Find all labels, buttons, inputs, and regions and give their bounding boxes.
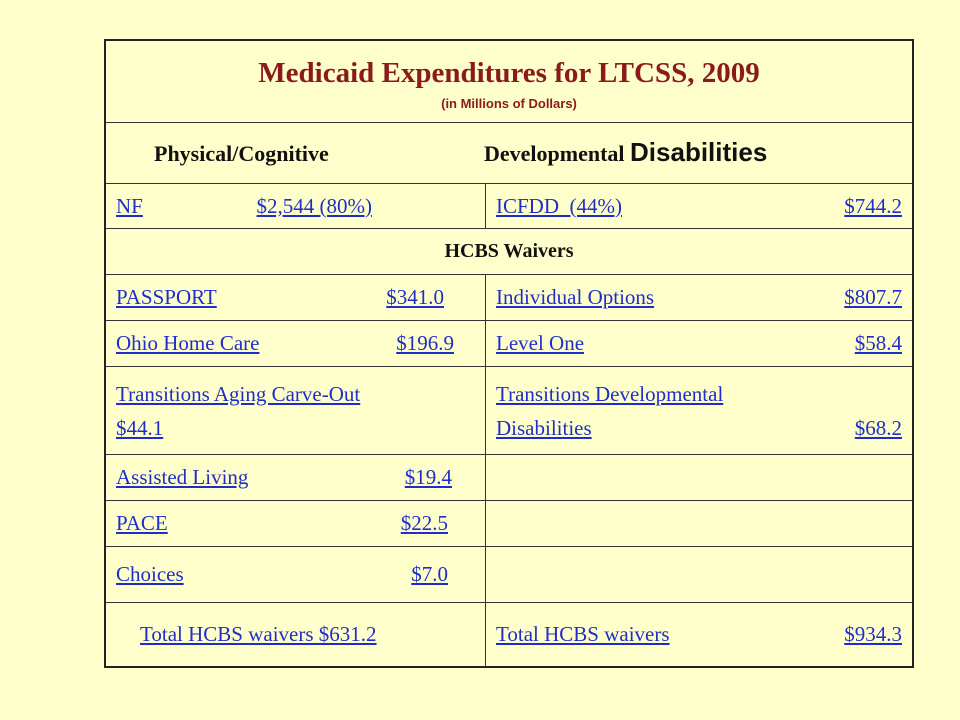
total-dd-value: $934.3 bbox=[844, 621, 902, 646]
cell-total-physical bbox=[105, 603, 486, 667]
level-one-label: Level One bbox=[496, 331, 585, 355]
link-total-dd[interactable] bbox=[496, 622, 902, 647]
link-pace[interactable] bbox=[116, 511, 448, 536]
ohio-home-care-label: Ohio Home Care bbox=[116, 331, 260, 355]
icfdd-value: $744.2 bbox=[844, 193, 902, 218]
link-transitions-dd[interactable] bbox=[496, 377, 902, 445]
link-choices[interactable] bbox=[116, 562, 448, 587]
total-dd-label: Total HCBS waivers bbox=[496, 621, 670, 646]
icfdd-label: ICFDD (44%) bbox=[496, 193, 622, 218]
page-subtitle: (in Millions of Dollars) bbox=[441, 95, 577, 111]
assisted-living-label: Assisted Living bbox=[116, 465, 249, 489]
cell-empty-3 bbox=[486, 547, 914, 603]
cell-pace bbox=[105, 501, 486, 547]
cell-total-dd bbox=[486, 603, 914, 667]
pace-value: $22.5 bbox=[400, 511, 448, 535]
hcbs-heading: HCBS Waivers bbox=[105, 229, 913, 275]
link-ohio-home-care[interactable] bbox=[116, 331, 454, 356]
link-icfdd[interactable] bbox=[496, 194, 902, 219]
assisted-living-value: $19.4 bbox=[404, 465, 452, 489]
header-physical-cognitive: Physical/Cognitive bbox=[154, 141, 329, 166]
cell-nf bbox=[105, 184, 486, 229]
cell-empty-1 bbox=[486, 455, 914, 501]
cell-choices bbox=[105, 547, 486, 603]
ohio-home-care-value: $196.9 bbox=[396, 331, 454, 355]
link-transitions-aging[interactable] bbox=[116, 377, 475, 445]
header-disabilities: Disabilities bbox=[630, 137, 768, 167]
ltcss-table bbox=[104, 39, 914, 668]
pace-label: PACE bbox=[116, 511, 168, 535]
cell-passport bbox=[105, 275, 486, 321]
individual-options-label: Individual Options bbox=[496, 285, 655, 309]
header-developmental-disabilities bbox=[484, 137, 767, 168]
cell-individual-options bbox=[486, 275, 914, 321]
transitions-dd-value: $68.2 bbox=[854, 415, 902, 440]
individual-options-value: $807.7 bbox=[844, 285, 902, 309]
nf-value: $2,544 (80%) bbox=[256, 193, 372, 218]
cell-level-one bbox=[486, 321, 914, 367]
link-total-physical[interactable]: Total HCBS waivers $631.2 bbox=[140, 621, 377, 646]
cell-icfdd bbox=[486, 184, 914, 229]
page-title: Medicaid Expenditures for LTCSS, 2009 bbox=[258, 56, 760, 89]
column-header-row bbox=[105, 123, 913, 184]
cell-transitions-dd bbox=[486, 367, 914, 455]
link-individual-options[interactable] bbox=[496, 285, 902, 310]
transitions-aging-label: Transitions Aging Carve-Out bbox=[116, 381, 361, 406]
level-one-value: $58.4 bbox=[854, 331, 902, 355]
link-assisted-living[interactable] bbox=[116, 465, 452, 490]
passport-label: PASSPORT bbox=[116, 285, 217, 309]
cell-ohio-home-care bbox=[105, 321, 486, 367]
link-passport[interactable] bbox=[116, 285, 444, 310]
nf-label: NF bbox=[116, 193, 143, 218]
link-nf[interactable] bbox=[116, 194, 372, 219]
transitions-aging-value: $44.1 bbox=[116, 415, 164, 440]
header-developmental: Developmental bbox=[484, 141, 625, 166]
cell-assisted-living bbox=[105, 455, 486, 501]
passport-value: $341.0 bbox=[386, 285, 444, 309]
transitions-dd-label-line1: Transitions Developmental bbox=[496, 381, 724, 406]
choices-label: Choices bbox=[116, 562, 184, 586]
transitions-dd-label-line2: Disabilities bbox=[496, 415, 592, 440]
choices-value: $7.0 bbox=[411, 562, 448, 586]
link-level-one[interactable] bbox=[496, 331, 902, 356]
cell-transitions-aging bbox=[105, 367, 486, 455]
cell-empty-2 bbox=[486, 501, 914, 547]
title-cell bbox=[105, 40, 913, 123]
